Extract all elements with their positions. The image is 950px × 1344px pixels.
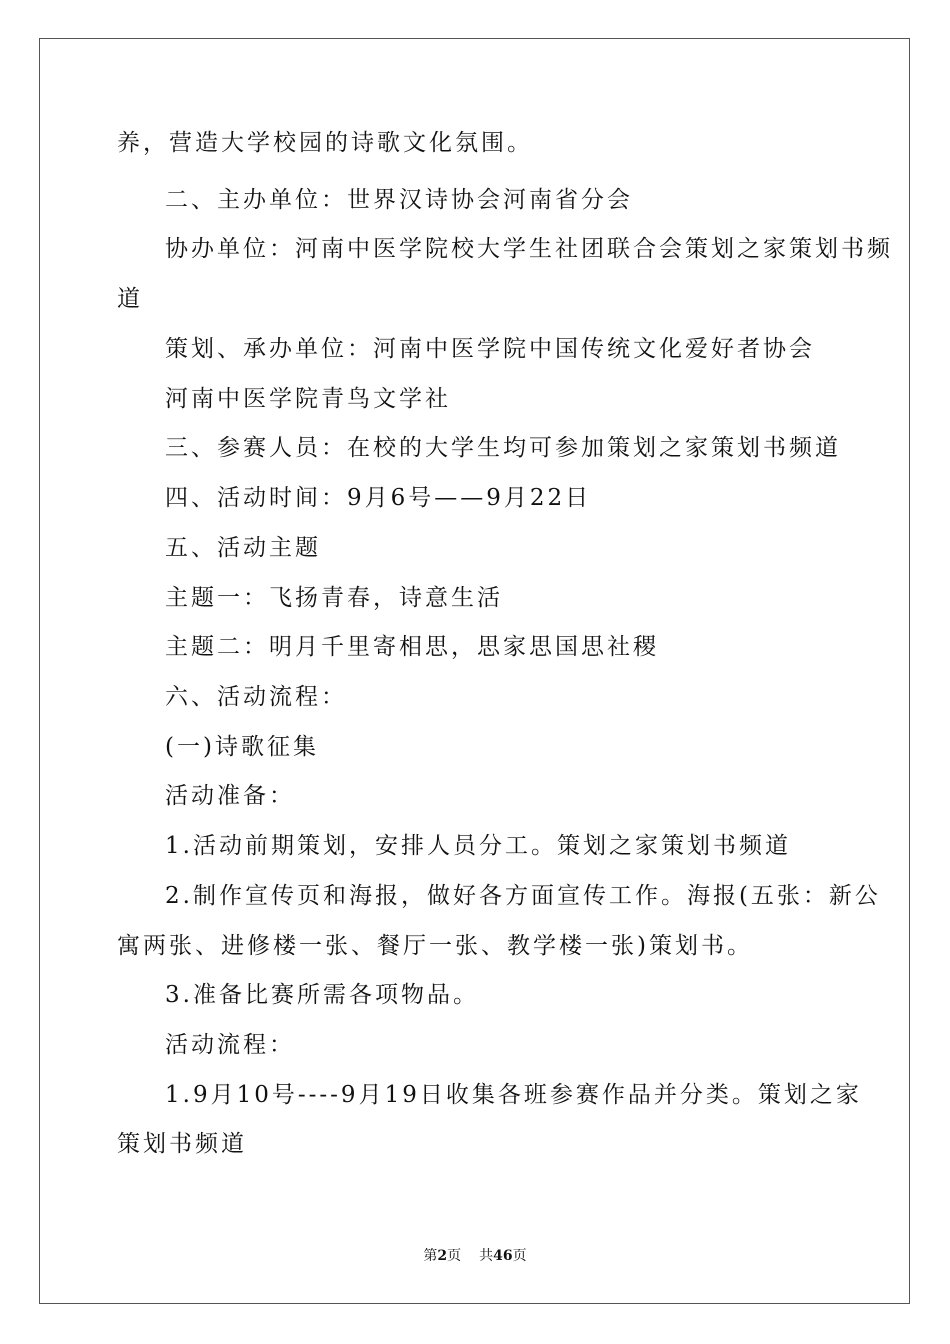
text-line: 寓两张、进修楼一张、餐厅一张、教学楼一张)策划书。 — [117, 933, 753, 959]
footer-page-suffix: 页 — [447, 1248, 462, 1264]
page-footer — [0, 1247, 950, 1265]
text-line: 2.制作宣传页和海报，做好各方面宣传工作。海报(五张：新公 — [165, 883, 881, 909]
text-line: 3.准备比赛所需各项物品。 — [165, 982, 479, 1008]
text-line: 道 — [117, 286, 143, 312]
text-line: 二、主办单位：世界汉诗协会河南省分会 — [165, 187, 633, 213]
text-line: 主题一：飞扬青春，诗意生活 — [165, 585, 503, 611]
text-line: 河南中医学院青鸟文学社 — [165, 386, 451, 412]
text-line: 策划、承办单位：河南中医学院中国传统文化爱好者协会 — [165, 336, 815, 362]
text-line: 策划书频道 — [117, 1131, 247, 1157]
text-line: 活动准备： — [165, 783, 295, 809]
footer-total-pages: 46 — [493, 1248, 513, 1264]
text-line: 1.活动前期策划，安排人员分工。策划之家策划书频道 — [165, 833, 791, 859]
text-line: 协办单位：河南中医学院校大学生社团联合会策划之家策划书频 — [165, 236, 893, 262]
text-line: 三、参赛人员：在校的大学生均可参加策划之家策划书频道 — [165, 435, 841, 461]
text-line: 活动流程： — [165, 1032, 295, 1058]
page-border — [39, 38, 910, 1304]
text-line: 养，营造大学校园的诗歌文化氛围。 — [117, 130, 533, 156]
text-line: 四、活动时间：9月6号——9月22日 — [165, 485, 592, 511]
text-line: 六、活动流程： — [165, 684, 347, 710]
footer-total-suffix: 页 — [512, 1248, 527, 1264]
text-line: 五、活动主题 — [165, 535, 321, 561]
footer-total-prefix: 共 — [479, 1248, 494, 1264]
footer-page-number: 2 — [437, 1248, 448, 1264]
text-line: (一)诗歌征集 — [165, 734, 319, 760]
text-line: 1.9月10号----9月19日收集各班参赛作品并分类。策划之家 — [165, 1082, 862, 1108]
text-line: 主题二：明月千里寄相思，思家思国思社稷 — [165, 634, 659, 660]
footer-page-prefix: 第 — [423, 1248, 438, 1264]
